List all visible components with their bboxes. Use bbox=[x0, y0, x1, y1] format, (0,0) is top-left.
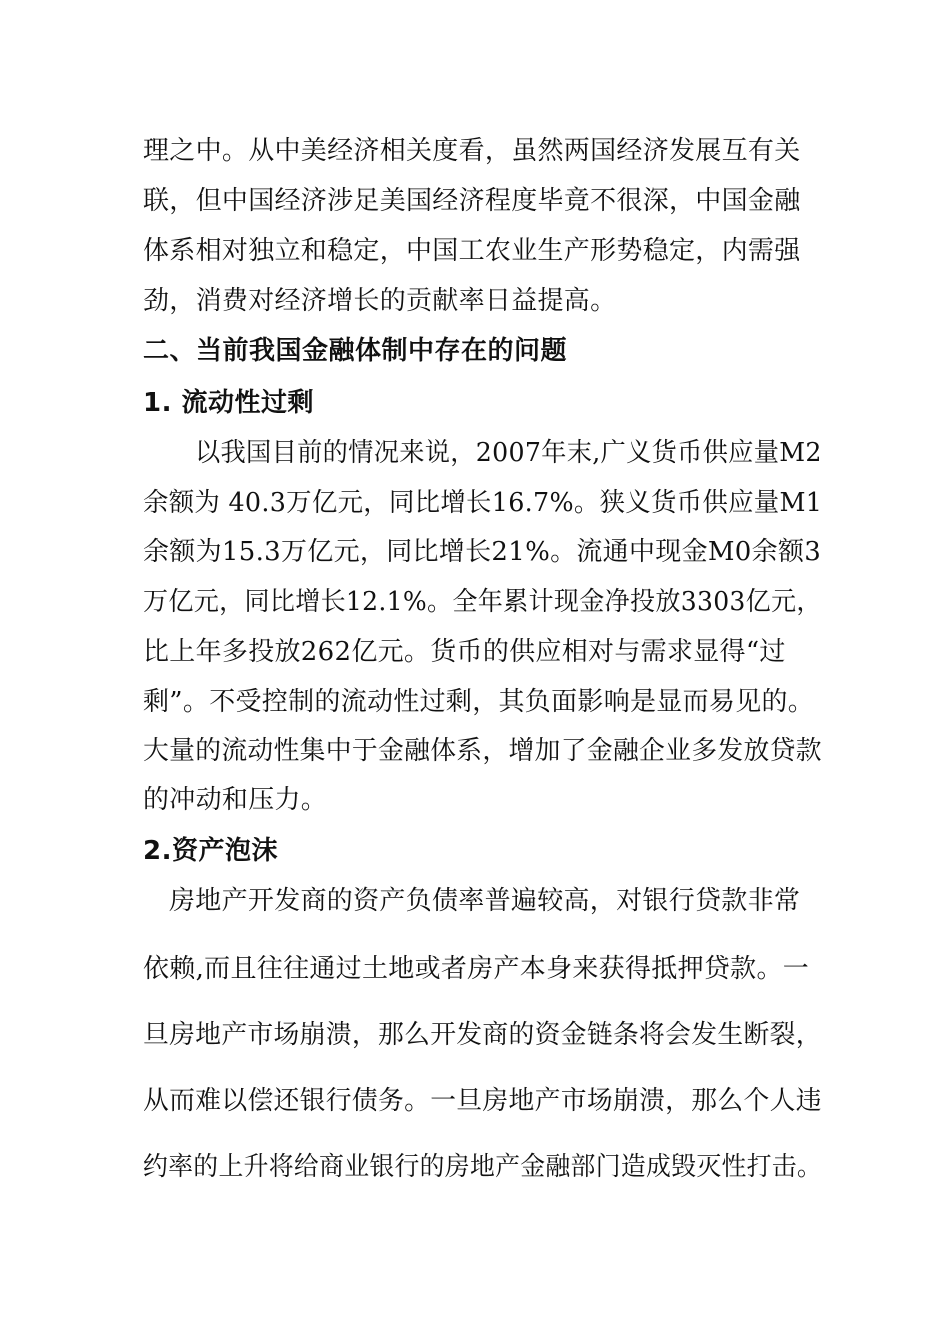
text-line: 理之中。从中美经济相关度看，虽然两国经济发展互有关 bbox=[143, 136, 801, 166]
text-line: 劲，消费对经济增长的贡献率日益提高。 bbox=[143, 286, 617, 316]
text-line: 余额为 40.3万亿元，同比增长16.7%。狭义货币供应量M1 bbox=[143, 488, 823, 518]
text-line: 房地产开发商的资产负债率普遍较高，对银行贷款非常 bbox=[169, 886, 801, 916]
text-line: 剩”。不受控制的流动性过剩，其负面影响是显而易见的。 bbox=[143, 687, 815, 717]
subsection-heading-asset-bubble: 2.资产泡沫 bbox=[143, 836, 278, 866]
text-line: 大量的流动性集中于金融体系，增加了金融企业多发放贷款 bbox=[143, 736, 822, 766]
text-line: 从而难以偿还银行债务。一旦房地产市场崩溃，那么个人违 bbox=[143, 1086, 822, 1116]
text-line: 余额为15.3万亿元，同比增长21%。流通中现金M0余额3 bbox=[143, 537, 822, 567]
text-line: 的冲动和压力。 bbox=[143, 785, 328, 815]
text-line: 以我国目前的情况来说，2007年末,广义货币供应量M2 bbox=[195, 438, 822, 468]
section-heading: 二、当前我国金融体制中存在的问题 bbox=[143, 336, 568, 366]
subsection-heading-liquidity: 1. 流动性过剩 bbox=[143, 388, 315, 418]
text-line: 约率的上升将给商业银行的房地产金融部门造成毁灭性打击。 bbox=[143, 1152, 823, 1182]
text-line: 体系相对独立和稳定，中国工农业生产形势稳定，内需强 bbox=[143, 236, 801, 266]
text-line: 旦房地产市场崩溃，那么开发商的资金链条将会发生断裂， bbox=[143, 1020, 822, 1050]
text-line: 比上年多投放262亿元。货币的供应相对与需求显得“过 bbox=[143, 637, 786, 667]
text-line: 联，但中国经济涉足美国经济程度毕竟不很深，中国金融 bbox=[143, 186, 801, 216]
text-line: 万亿元，同比增长12.1%。全年累计现金净投放3303亿元， bbox=[143, 587, 822, 617]
text-line: 依赖,而且往往通过土地或者房产本身来获得抵押贷款。一 bbox=[143, 954, 810, 984]
